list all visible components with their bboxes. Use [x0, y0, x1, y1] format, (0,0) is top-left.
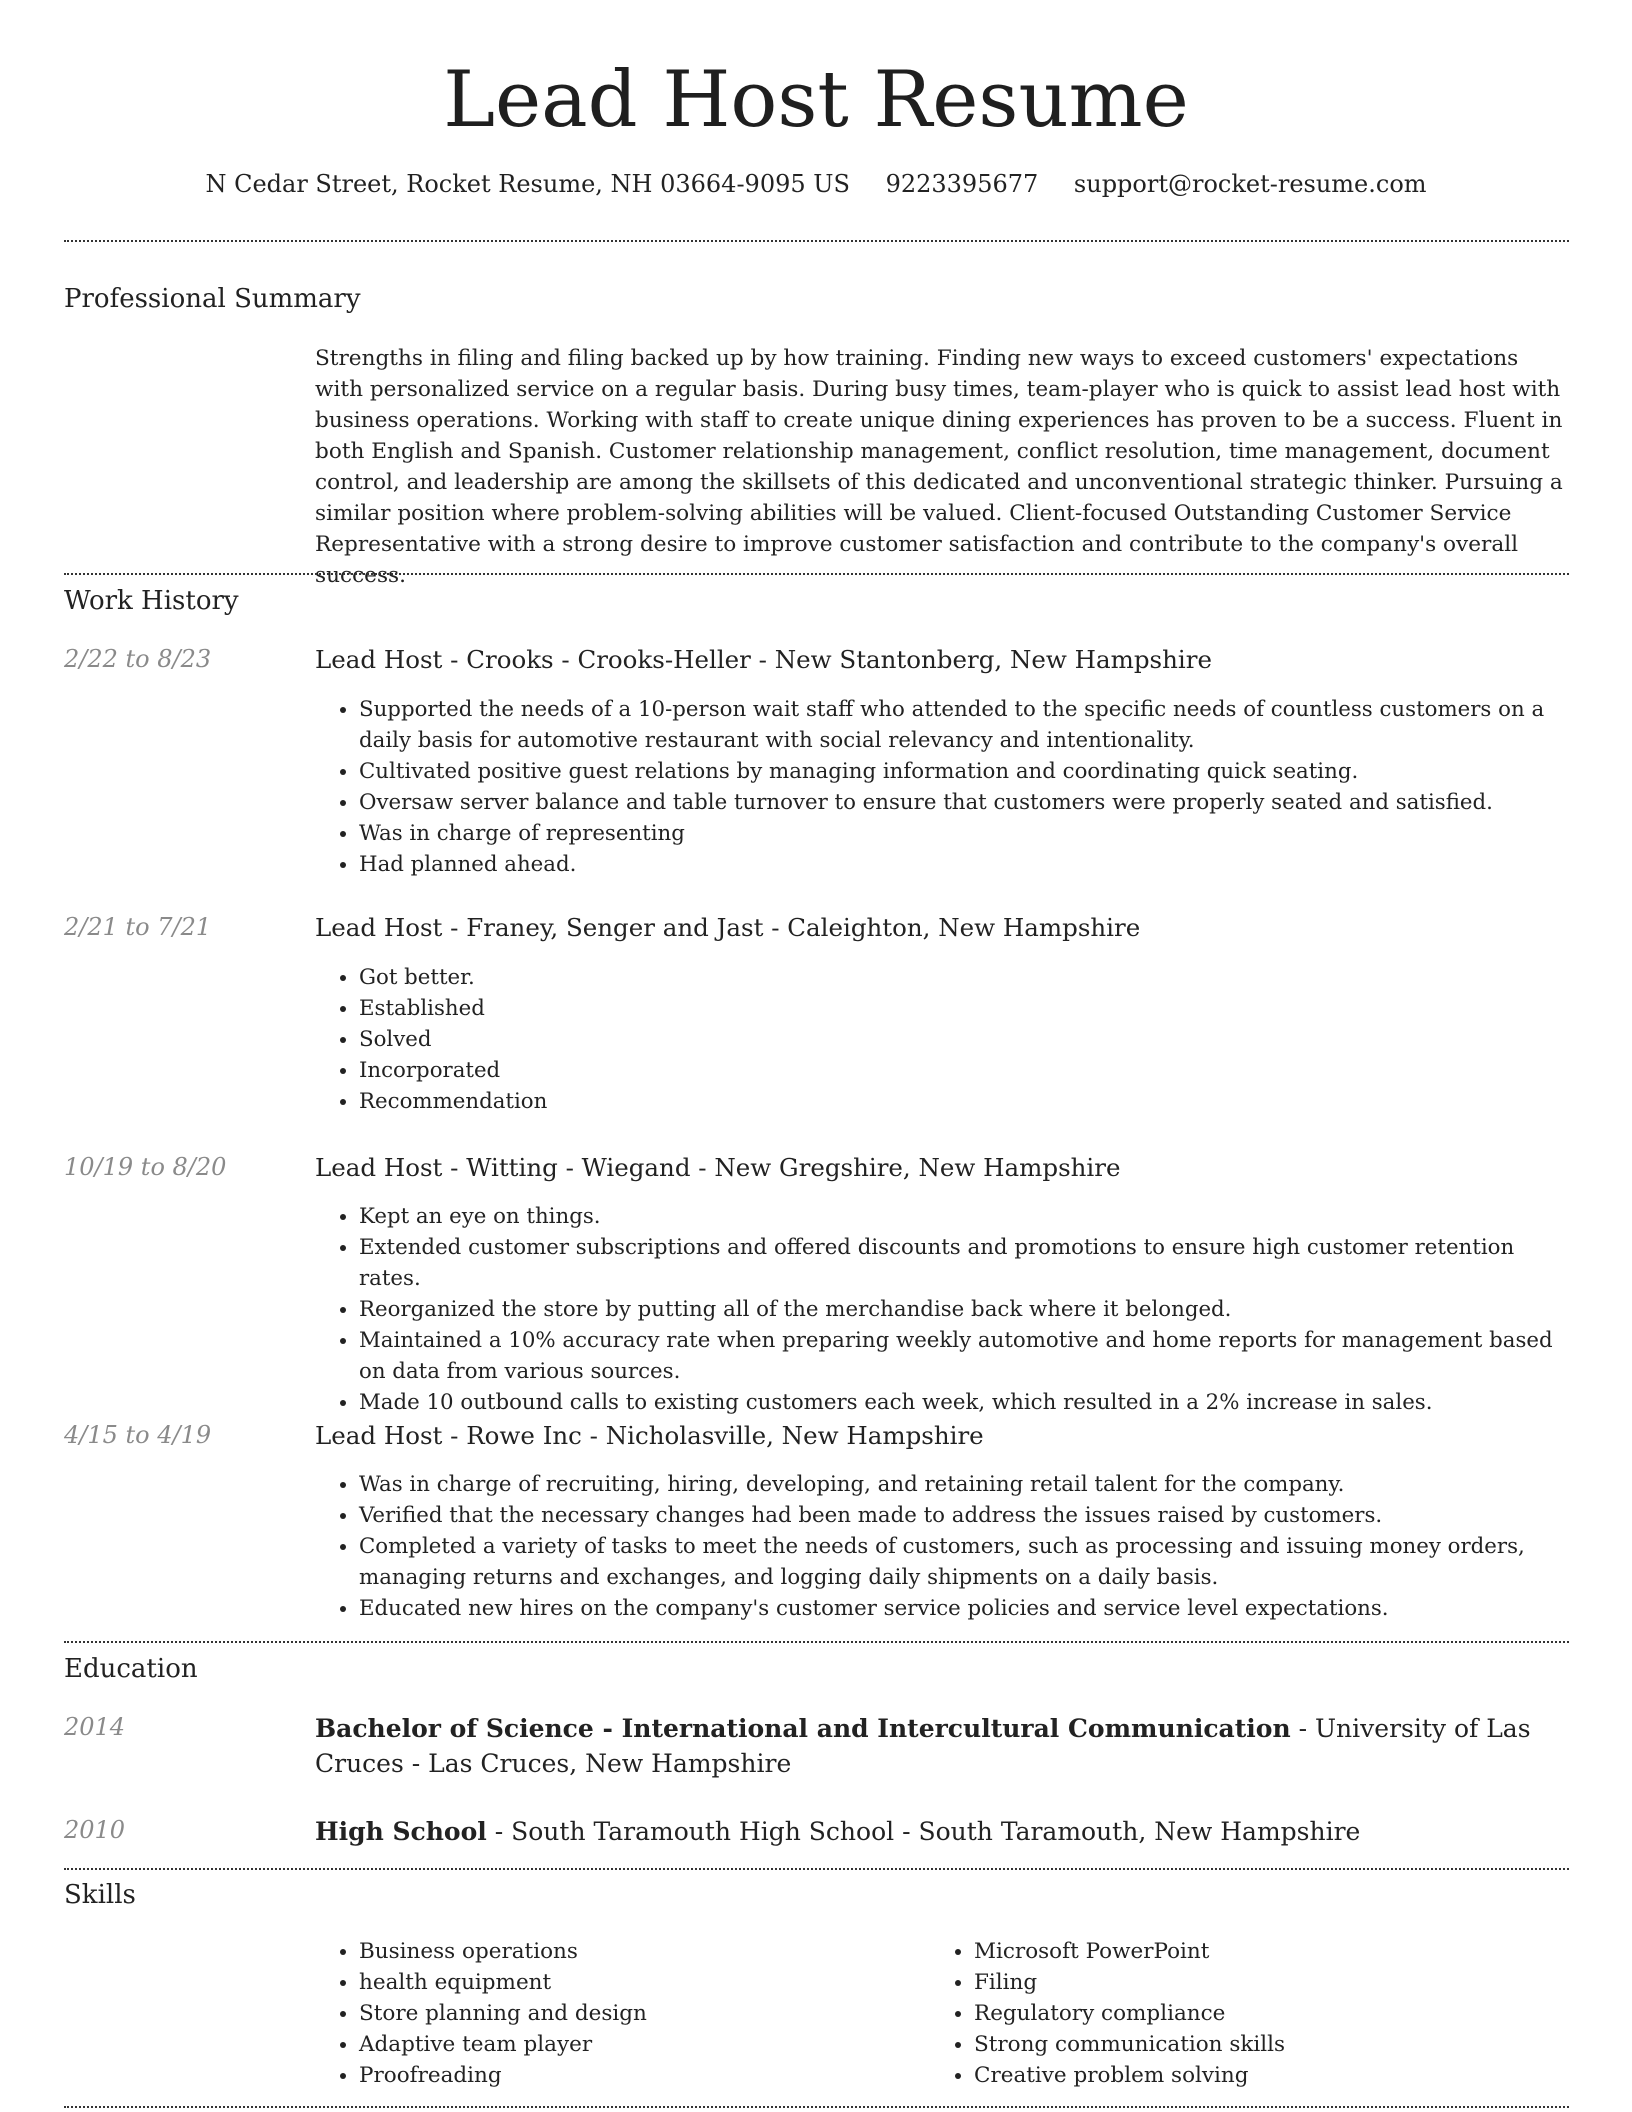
- skills-list-left: [315, 1936, 647, 2091]
- job-bullet: • Made 10 outbound calls to existing customers each week, which resulted in a 2% increase in sales.: [359, 1387, 1571, 1418]
- job-dates: 4/15 to 4/19: [64, 1421, 212, 1449]
- divider: [64, 2106, 1569, 2108]
- job-title: Lead Host - Witting - Wiegand - New Gregshire, New Hampshire: [315, 1153, 1121, 1182]
- job-bullet: • Completed a variety of tasks to meet the needs of customers, such as processing and issuing money orders, managing returns and exchanges, and logging daily shipments on a daily basis.: [359, 1531, 1571, 1593]
- skills-list-right: [930, 1936, 1285, 2091]
- education-year: 2010: [64, 1816, 126, 1844]
- summary-heading: Professional Summary: [64, 284, 361, 314]
- education-entry: [315, 1711, 1565, 1781]
- divider: [64, 573, 1569, 575]
- skill-item: • Business operations: [359, 1936, 647, 1967]
- job-bullet: • Kept an eye on things.: [359, 1201, 1571, 1232]
- job-bullets: [315, 694, 1571, 880]
- summary-text: Strengths in filing and filing backed up by how training. Finding new ways to exceed customers' expectations with personalized service on a regular basis. During busy times, team-player who is quick to assist lead host with business operations. Working with staff to create unique dining experiences has proven to be a success. Fluent in both English and Spanish. Customer relationship management, conflict resolution, time management, document control, and leadership are among the skillsets of this dedicated and unconventional strategic thinker. Pursuing a similar position where problem-solving abilities will be valued. Client-focused Outstanding Customer Service Representative with a strong desire to improve customer satisfaction and contribute to the company's overall success.: [315, 346, 1563, 588]
- job-bullet: • Established: [359, 993, 1571, 1024]
- resume-title: Lead Host Resume: [443, 55, 1189, 145]
- job-dates: 10/19 to 8/20: [64, 1153, 227, 1181]
- job-bullet: • Incorporated: [359, 1055, 1571, 1086]
- skill-item: • Microsoft PowerPoint: [974, 1936, 1285, 1967]
- divider: [64, 240, 1569, 242]
- education-degree: High School: [315, 1817, 487, 1846]
- skill-item: • Filing: [974, 1967, 1285, 1998]
- skill-item: • Proofreading: [359, 2060, 647, 2091]
- education-degree: Bachelor of Science - International and Intercultural Communication: [315, 1714, 1291, 1743]
- divider: [64, 1641, 1569, 1643]
- education-heading: Education: [64, 1654, 198, 1684]
- work-heading: Work History: [64, 586, 239, 616]
- skill-item: • Adaptive team player: [359, 2029, 647, 2060]
- job-bullets: [315, 1469, 1571, 1624]
- contact-address: N Cedar Street, Rocket Resume, NH 03664-9095 US: [205, 170, 850, 198]
- skill-item: • health equipment: [359, 1967, 647, 1998]
- skill-item: • Store planning and design: [359, 1998, 647, 2029]
- job-bullet: • Recommendation: [359, 1086, 1571, 1117]
- job-bullet: • Verified that the necessary changes had been made to address the issues raised by customers.: [359, 1500, 1571, 1531]
- job-dates: 2/22 to 8/23: [64, 645, 212, 673]
- education-school: - University of Las Cruces - Las Cruces, New Hampshire: [315, 1714, 1531, 1778]
- contact-phone: 9223395677: [885, 170, 1039, 198]
- job-bullet: • Got better.: [359, 962, 1571, 993]
- contact-email: support@rocket-resume.com: [1073, 170, 1427, 198]
- job-title: Lead Host - Franey, Senger and Jast - Caleighton, New Hampshire: [315, 913, 1141, 942]
- job-bullet: • Maintained a 10% accuracy rate when preparing weekly automotive and home reports for management based on data from various sources.: [359, 1325, 1571, 1387]
- job-title: Lead Host - Rowe Inc - Nicholasville, New Hampshire: [315, 1421, 984, 1450]
- job-bullet: • Solved: [359, 1024, 1571, 1055]
- job-bullet: • Cultivated positive guest relations by managing information and coordinating quick seating.: [359, 756, 1571, 787]
- skill-item: • Regulatory compliance: [974, 1998, 1285, 2029]
- education-school: - South Taramouth High School - South Taramouth, New Hampshire: [486, 1817, 1361, 1846]
- job-bullet: • Extended customer subscriptions and offered discounts and promotions to ensure high customer retention rates.: [359, 1232, 1571, 1294]
- divider: [64, 1868, 1569, 1870]
- skill-item: • Strong communication skills: [974, 2029, 1285, 2060]
- job-bullet: • Supported the needs of a 10-person wait staff who attended to the specific needs of countless customers on a daily basis for automotive restaurant with social relevancy and intentionality.: [359, 694, 1571, 756]
- job-bullets: [315, 962, 1571, 1117]
- contact-line: [0, 170, 1632, 198]
- job-title: Lead Host - Crooks - Crooks-Heller - New Stantonberg, New Hampshire: [315, 645, 1212, 674]
- job-bullet: • Was in charge of recruiting, hiring, developing, and retaining retail talent for the company.: [359, 1469, 1571, 1500]
- job-dates: 2/21 to 7/21: [64, 913, 212, 941]
- job-bullets: [315, 1201, 1571, 1418]
- skills-heading: Skills: [64, 1880, 136, 1910]
- job-bullet: • Was in charge of representing: [359, 818, 1571, 849]
- job-bullet: • Oversaw server balance and table turnover to ensure that customers were properly seated and satisfied.: [359, 787, 1571, 818]
- job-bullet: • Reorganized the store by putting all of the merchandise back where it belonged.: [359, 1294, 1571, 1325]
- education-year: 2014: [64, 1713, 126, 1741]
- job-bullet: • Educated new hires on the company's customer service policies and service level expectations.: [359, 1593, 1571, 1624]
- job-bullet: • Had planned ahead.: [359, 849, 1571, 880]
- skill-item: • Creative problem solving: [974, 2060, 1285, 2091]
- education-entry: [315, 1814, 1565, 1849]
